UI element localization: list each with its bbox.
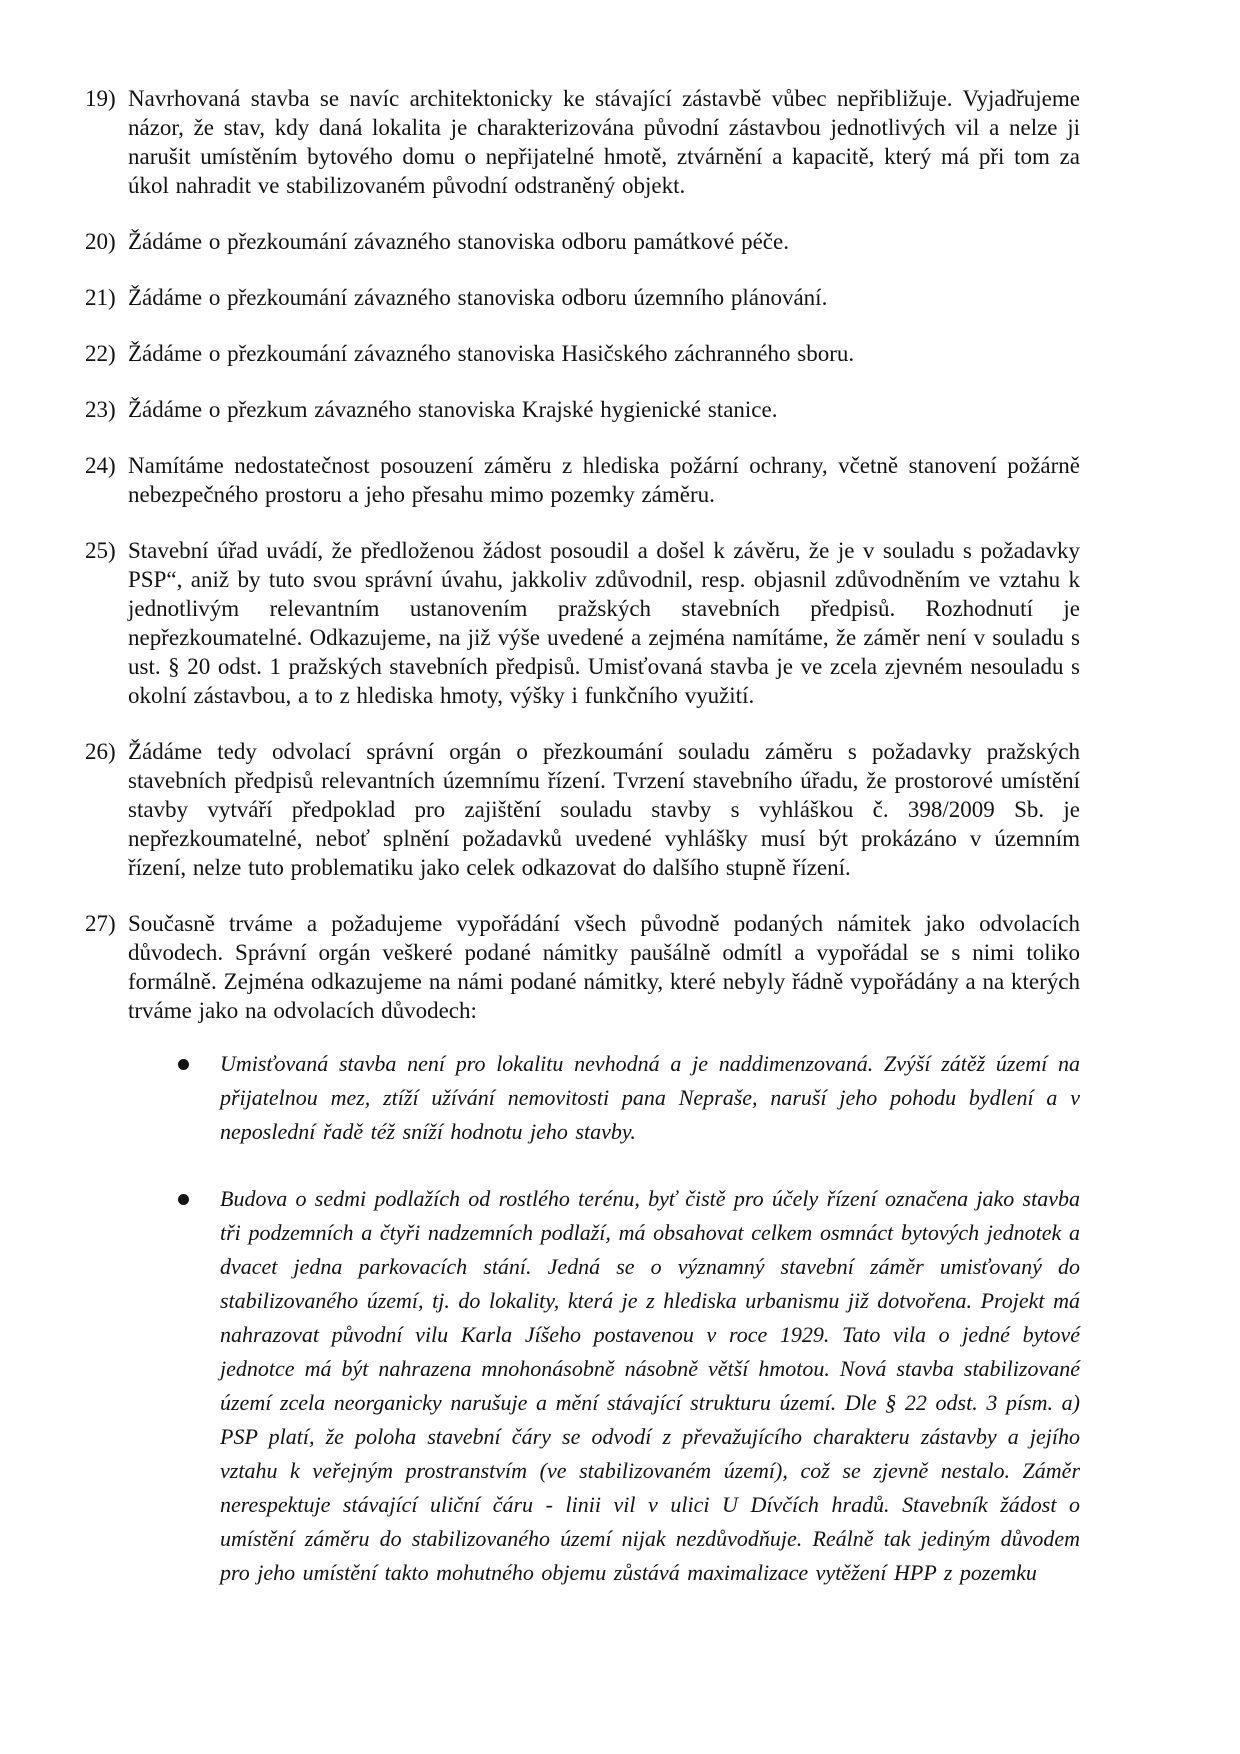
numbered-paragraph-20 [85,227,1080,256]
item-number: 20) [85,229,116,254]
item-number: 24) [85,453,116,478]
numbered-paragraph-26 [85,737,1080,882]
item-text: Žádáme tedy odvolací správní orgán o přezkoumání souladu záměru s požadavky pražských stavebních předpisů relevantních územnímu řízení. Tvrzení stavebního úřadu, že prostorové umístění stavby vytváří předpoklad pro zajištění souladu stavby s vyhláškou č. 398/2009 Sb. je nepřezkoumatelné, neboť splnění požadavků uvedené vyhlášky musí být prokázáno v územním řízení, nelze tuto problematiku jako celek odkazovat do dalšího stupně řízení. [128,739,1080,880]
item-number: 26) [85,739,116,764]
item-text: Současně trváme a požadujeme vypořádání všech původně podaných námitek jako odvolacích důvodech. Správní orgán veškeré podané námitky paušálně odmítl a vypořádal se s nimi toliko formálně. Zejména odkazujeme na námi podané námitky, které nebyly řádně vypořádány a na kterých trváme jako na odvolacích důvodech: [128,911,1080,1023]
item-text: Žádáme o přezkum závazného stanoviska Krajské hygienické stanice. [128,397,778,422]
bullet-item-2 [178,1182,1080,1590]
item-number: 19) [85,86,116,111]
item-text: Navrhovaná stavba se navíc architektonicky ke stávající zástavbě vůbec nepřibližuje. Vyjadřujeme názor, že stav, kdy daná lokalita je charakterizována původní zástavbou jednotlivých vil a nelze ji narušit umístěním bytového domu o nepřijatelné hmotě, ztvárnění a kapacitě, který má při tom za úkol nahradit ve stabilizovaném původní odstraněný objekt. [128,86,1080,198]
item-text: Žádáme o přezkoumání závazného stanoviska odboru památkové péče. [128,229,789,254]
item-number: 27) [85,911,116,936]
bullet-list [85,1047,1080,1590]
item-number: 23) [85,397,116,422]
item-number: 25) [85,538,116,563]
numbered-paragraph-21 [85,283,1080,312]
numbered-paragraph-24 [85,451,1080,509]
numbered-paragraph-22 [85,339,1080,368]
bullet-icon [178,1194,189,1205]
item-number: 21) [85,285,116,310]
item-text: Namítáme nedostatečnost posouzení záměru z hlediska požární ochrany, včetně stanovení požárně nebezpečného prostoru a jeho přesahu mimo pozemky záměru. [128,453,1080,507]
bullet-text: Budova o sedmi podlažích od rostlého terénu, byť čistě pro účely řízení označena jako stavba tři podzemních a čtyři nadzemních podlaží, má obsahovat celkem osmnáct bytových jednotek a dvacet jedna parkovacích stání. Jedná se o významný stavební záměr umisťovaný do stabilizovaného území, tj. do lokality, která je z hlediska urbanismu již dotvořena. Projekt má nahrazovat původní vilu Karla Jíšeho postavenou v roce 1929. Tato vila o jedné bytové jednotce má být nahrazena mnohonásobně násobně větší hmotou. Nová stavba stabilizované území zcela neorganicky narušuje a mění stávající strukturu území. Dle § 22 odst. 3 písm. a) PSP platí, že poloha stavební čáry se odvodí z převažujícího charakteru zástavby a jejího vztahu k veřejným prostranstvím (ve stabilizovaném území), což se zjevně nestalo. Záměr nerespektuje stávající uliční čáru - linii vil v ulici U Dívčích hradů. Stavebník žádost o umístění záměru do stabilizovaného území nijak nezdůvodňuje. Reálně tak jediným důvodem pro jeho umístění takto mohutného objemu zůstává maximalizace vytěžení HPP z pozemku [220,1186,1080,1585]
item-number: 22) [85,341,116,366]
numbered-paragraph-27 [85,909,1080,1025]
numbered-paragraph-25 [85,536,1080,710]
bullet-item-1 [178,1047,1080,1149]
item-text: Žádáme o přezkoumání závazného stanoviska odboru územního plánování. [128,285,828,310]
item-text: Stavební úřad uvádí, že předloženou žádost posoudil a došel k závěru, že je v souladu s požadavky PSP“, aniž by tuto svou správní úvahu, jakkoliv zdůvodnil, resp. objasnil zdůvodněním ve vztahu k jednotlivým relevantním ustanovením pražských stavebních předpisů. Rozhodnutí je nepřezkoumatelné. Odkazujeme, na již výše uvedené a zejména namítáme, že záměr není v souladu s ust. § 20 odst. 1 pražských stavebních předpisů. Umisťovaná stavba je ve zcela zjevném nesouladu s okolní zástavbou, a to z hlediska hmoty, výšky i funkčního využití. [128,538,1080,708]
bullet-text: Umisťovaná stavba není pro lokalitu nevhodná a je naddimenzovaná. Zvýší zátěž území na přijatelnou mez, ztíží užívání nemovitosti pana Nepraše, naruší jeho pohodu bydlení a v neposlední řadě též sníží hodnotu jeho stavby. [220,1051,1080,1144]
item-text: Žádáme o přezkoumání závazného stanoviska Hasičského záchranného sboru. [128,341,855,366]
numbered-paragraph-19 [85,84,1080,200]
numbered-paragraph-23 [85,395,1080,424]
bullet-icon [178,1059,189,1070]
